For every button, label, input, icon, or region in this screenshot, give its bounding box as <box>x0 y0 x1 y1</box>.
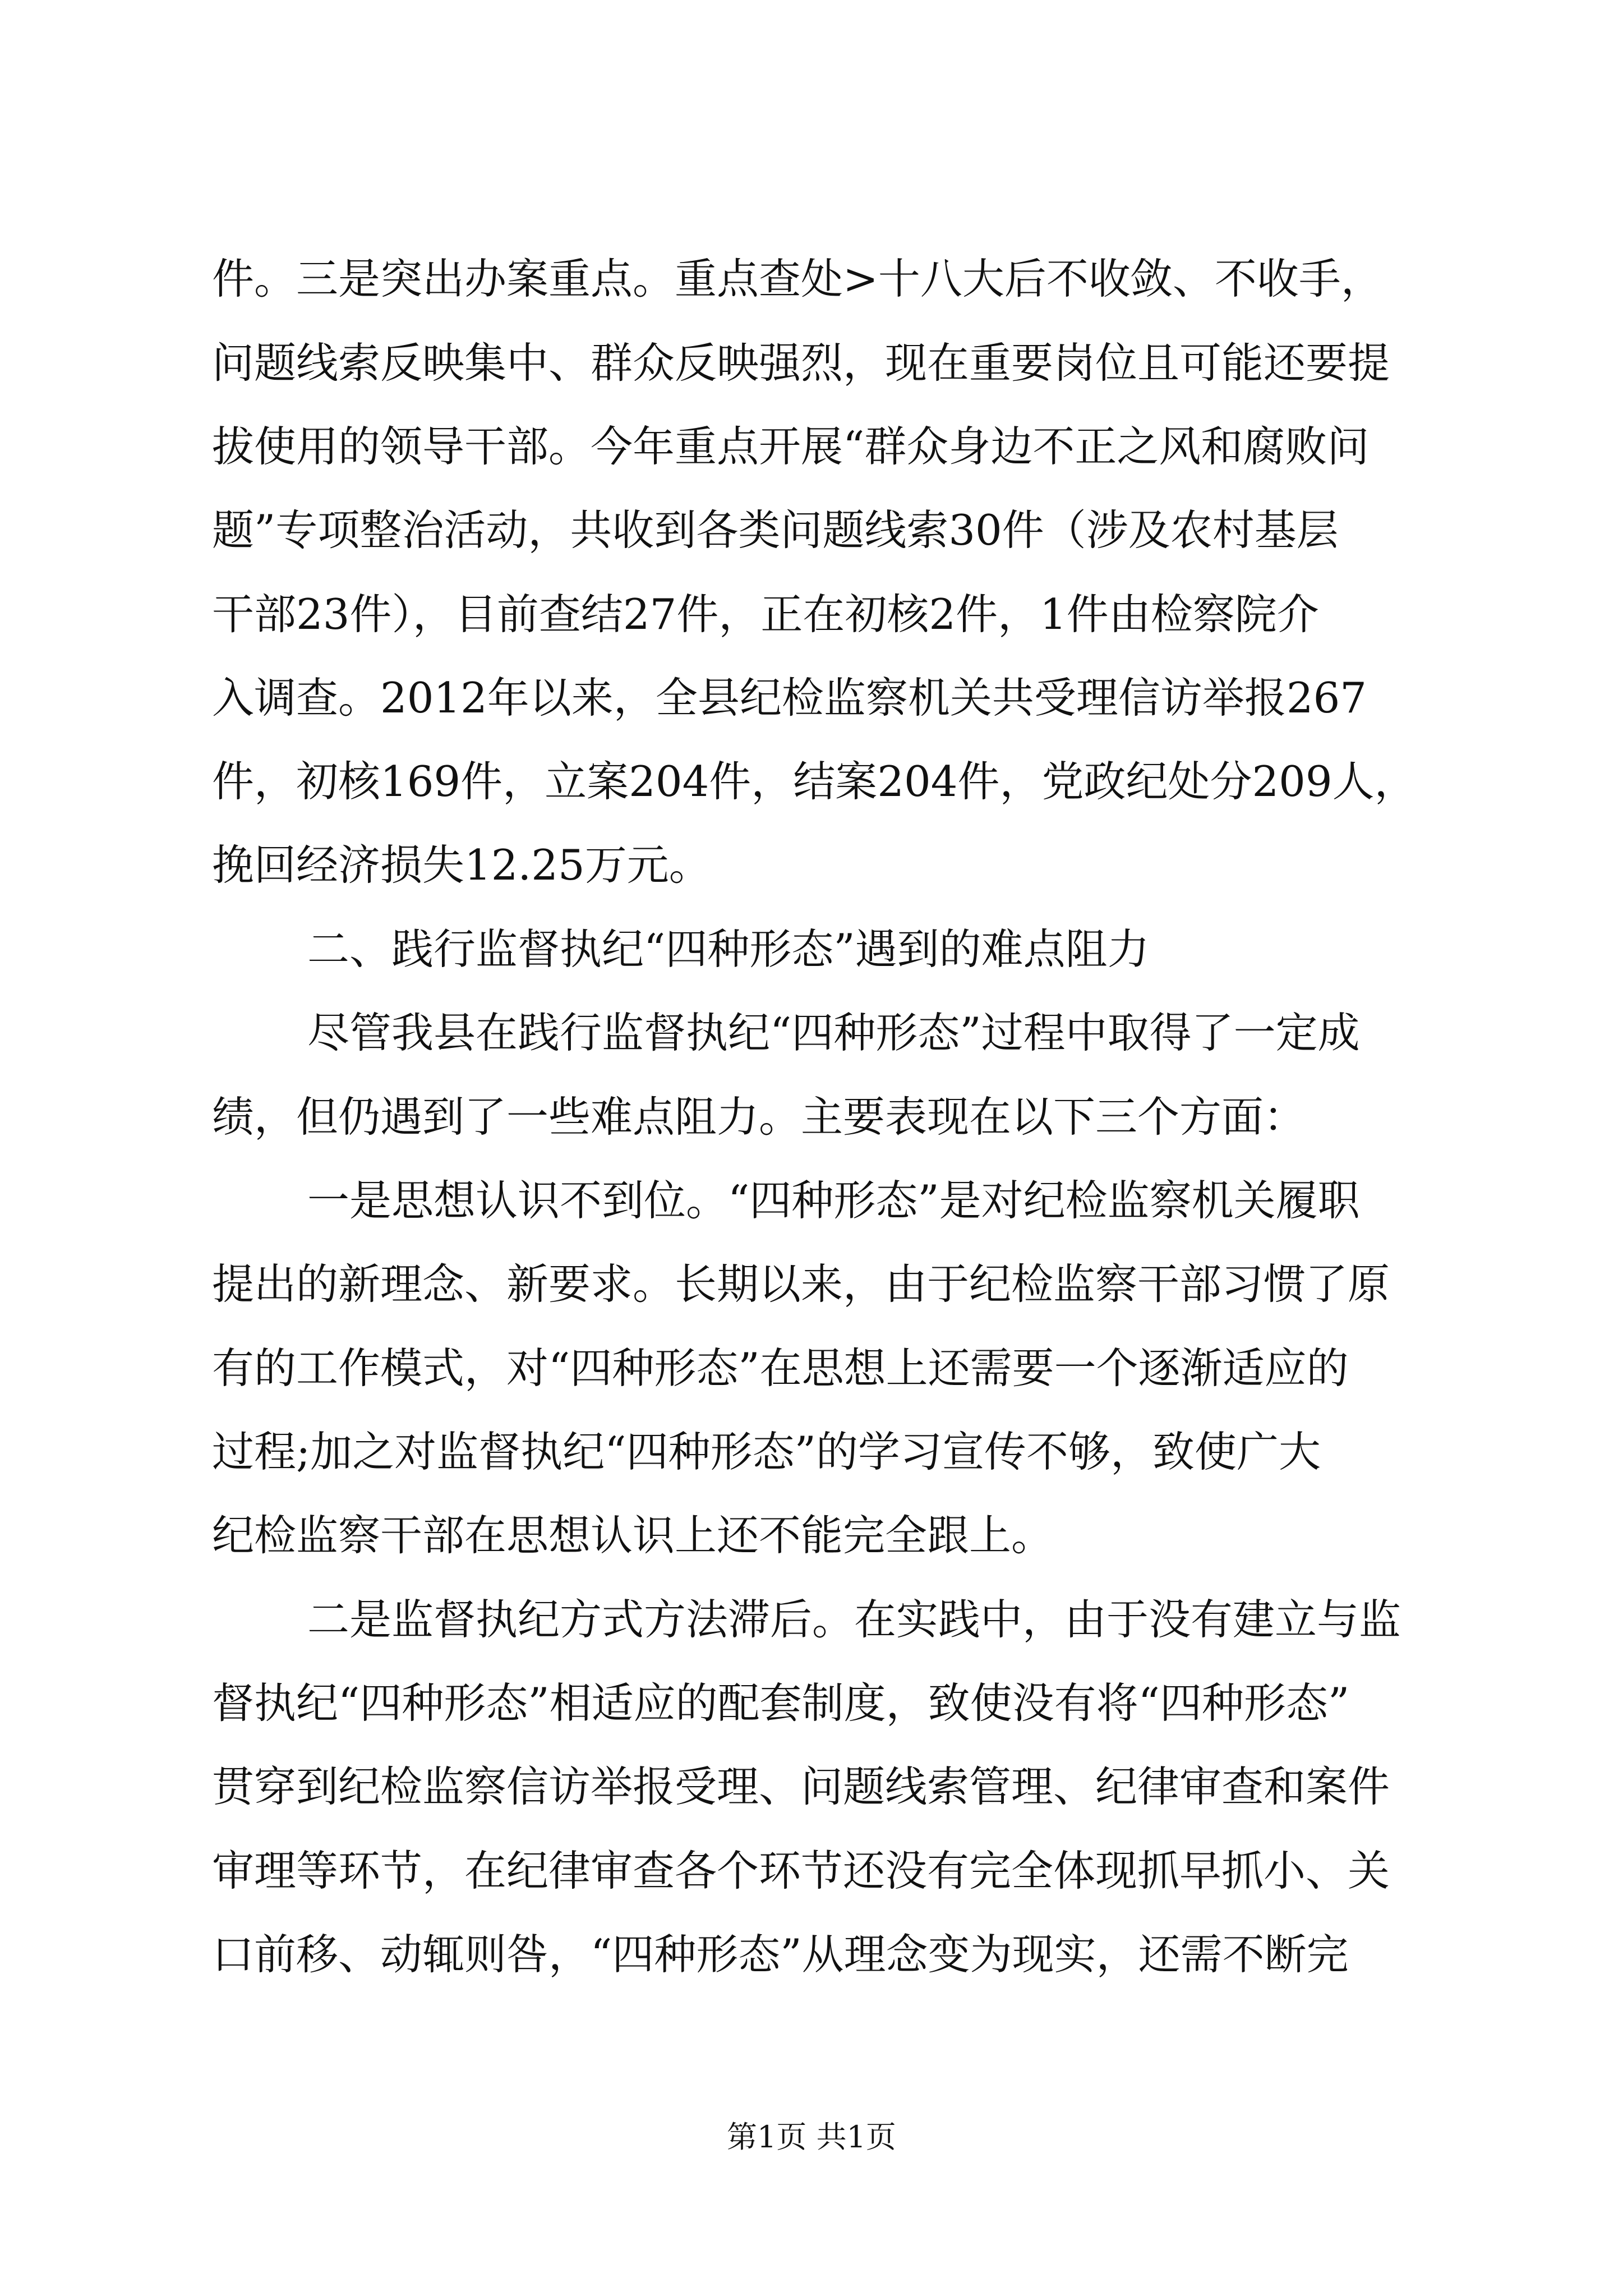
text-line: 题”专项整治活动，共收到各类问题线索30件（涉及农村基层 <box>212 505 1339 555</box>
text-line: 件，初核169件，立案204件，结案204件，党政纪处分209人， <box>212 757 1417 806</box>
page-footer: 第1页 共1页 <box>727 2119 896 2155</box>
text-line: 二是监督执纪方式方法滞后。在实践中，由于没有建立与监 <box>307 1595 1401 1644</box>
text-line: 提出的新理念、新要求。长期以来，由于纪检监察干部习惯了原 <box>212 1259 1390 1309</box>
text-line: 过程;加之对监督执纪“四种形态”的学习宣传不够，致使广大 <box>212 1427 1321 1476</box>
text-line: 纪检监察干部在思想认识上还不能完全跟上。 <box>212 1511 1054 1560</box>
text-line: 入调查。2012年以来，全县纪检监察机关共受理信访举报267 <box>212 673 1367 723</box>
text-line: 审理等环节，在纪律审查各个环节还没有完全体现抓早抓小、关 <box>212 1846 1390 1895</box>
text-line: 尽管我县在践行监督执纪“四种形态”过程中取得了一定成 <box>307 1008 1360 1057</box>
text-line: 拔使用的领导干部。今年重点开展“群众身边不正之风和腐败问 <box>212 422 1370 471</box>
text-line: 绩，但仍遇到了一些难点阻力。主要表现在以下三个方面： <box>212 1092 1306 1142</box>
text-line: 挽回经济损失12.25万元。 <box>212 840 711 890</box>
text-line: 问题线索反映集中、群众反映强烈，现在重要岗位且可能还要提 <box>212 338 1390 388</box>
text-line: 督执纪“四种形态”相适应的配套制度，致使没有将“四种形态” <box>212 1678 1350 1728</box>
text-line: 件。三是突出办案重点。重点查处>十八大后不收敛、不收手， <box>212 254 1383 303</box>
text-line: 有的工作模式，对“四种形态”在思想上还需要一个逐渐适应的 <box>212 1343 1349 1393</box>
text-line: 干部23件），目前查结27件，正在初核2件，1件由检察院介 <box>212 590 1319 639</box>
text-line: 贯穿到纪检监察信访举报受理、问题线索管理、纪律审查和案件 <box>212 1762 1390 1811</box>
section-heading: 二、践行监督执纪“四种形态”遇到的难点阻力 <box>307 924 1150 974</box>
text-line: 口前移、动辄则咎，“四种形态”从理念变为现实，还需不断完 <box>212 1930 1349 1979</box>
text-line: 一是思想认识不到位。“四种形态”是对纪检监察机关履职 <box>307 1176 1360 1225</box>
